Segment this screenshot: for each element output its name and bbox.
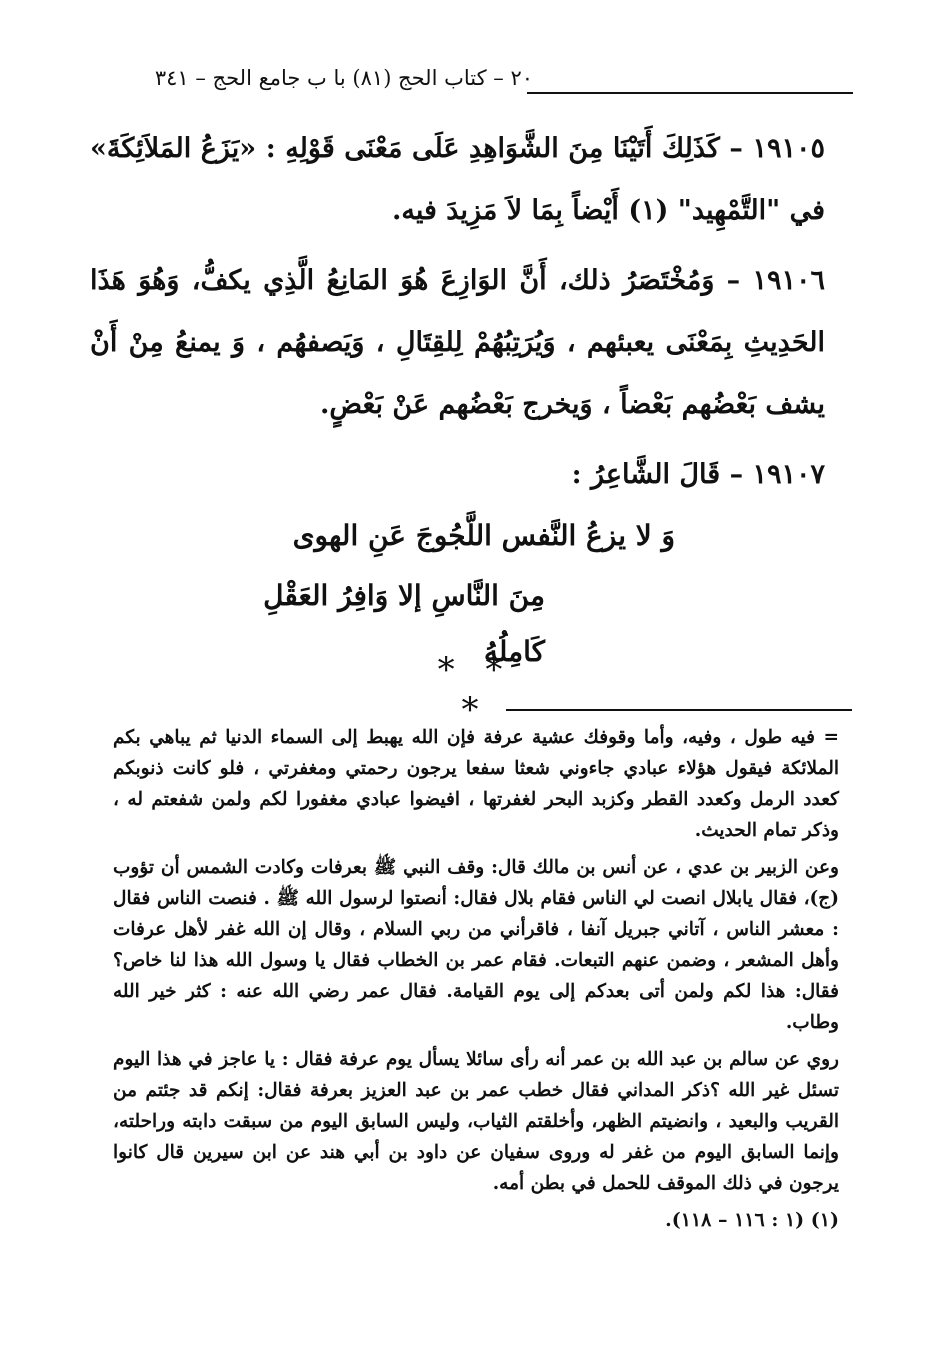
running-header: ٢٠ – كتاب الحج (٨١) با ب جامع الحج – ٣٤١ (154, 66, 533, 90)
paragraph-19107 (90, 444, 825, 506)
header-rule (527, 92, 853, 94)
footnote-anas-hadith: وعن الزبير بن عدي ، عن أنس بن مالك قال: وقف النبي ﷺ بعرفات وكادت الشمس أن تؤوب (ج)، فقال يابلال انصت لي الناس فقام بلال فقال: أنصتوا لرسول الله ﷺ . فنصت الناس فقال : معشر الناس ، آتاني جبريل آنفا ، فاقرأني من ربي السلام ، وقال إن الله غفر لأهل عرفات وأهل المشعر ، وضمن عنهم التبعات. فقام عمر بن الخطاب فقال يا وسول الله هذا لنا خاص؟ فقال: هذا لكم ولمن أتى بعدكم إلى يوم القيامة. فقال عمر رضي الله عنه : كثر خير الله وطاب. (113, 857, 839, 1033)
paragraph-19105 (90, 118, 825, 242)
footnote-reference: (١) (١ : ١١٦ – ١١٨). (665, 1209, 839, 1231)
paragraph-text: – قَالَ الشَّاعِرُ : (571, 459, 744, 490)
paragraph-text: – وَمُخْتَصَرُ ذلك، أَنَّ الوَازِعَ هُوَ المَانِعُ الَّذِي يكفُّ، وَهُوَ هَذَا الحَدِيثِ بِمَعْنَى يعبئهم ، وَيُرَتِبُهُمْ لِلقِتَالِ ، وَيَصفهُم ، وَ يمنعُ مِنْ أَنْ يشف بَعْضُهم بَعْضاً ، وَيخرج بَعْضُهم عَنْ بَعْضٍ. (90, 265, 825, 420)
footnote-rule (506, 709, 852, 711)
paragraph-number: ١٩١٠٦ (752, 265, 825, 296)
paragraph-number: ١٩١٠٧ (752, 459, 825, 490)
poem-verse-1: وَ لا يزعُ النَّفس اللَّجُوجَ عَنِ الهوى (292, 519, 675, 552)
footnote-continuation: = فيه طول ، وفيه، وأما وقوفك عشية عرفة فإن الله يهبط إلى السماء الدنيا ثم يباهي بكم الملائكة فيقول هؤلاء عبادي جاءوني شعثا سفعا يرجون رحمتي ومغفرتي ، فلو كانت ذنوبكم كعدد الرمل وكعدد القطر وكزبد البحر لغفرتها ، افيضوا عبادي مغفورا لكم ولمن شفعتم له ، وذكر تمام الحديث. (113, 727, 839, 841)
paragraph-text: – كَذَلِكَ أَتَيْنَا مِنَ الشَّوَاهِدِ عَلَى مَعْنَى قَوْلِهِ : «يَزَعُ المَلاَئِكَةَ» في "التَّمْهِيد" (١) أَيْضاً بِمَا لاَ مَزِيدَ فيه. (90, 133, 825, 226)
poem-verse-2: مِنَ النَّاسِ إلا وَافِرُ العَقْلِ كَامِلُهُ (263, 579, 545, 668)
paragraph-19106 (90, 250, 825, 436)
footnotes (113, 722, 839, 1236)
paragraph-number: ١٩١٠٥ (752, 133, 825, 164)
section-separator: * * * (437, 650, 513, 730)
main-text (90, 118, 825, 514)
footnote-salim-report: روي عن سالم بن عبد الله بن عمر أنه رأى سائلا يسأل يوم عرفة فقال : يا عاجز في هذا اليوم تسئل غير الله ؟ذكر المداني فقال خطب عمر بن عبد العزيز بعرفة فقال: إنكم قد جئتم من القريب والبعيد ، وانضيتم الظهر، وأخلقتم الثياب، وليس السابق اليوم من سبقت دابته وراحلته، وإنما السابق اليوم من غفر له وروى سفيان عن داود بن أبي هند عن ابن سيرين قال كانوا يرجون في ذلك الموقف للحمل في بطن أمه. (113, 1049, 839, 1194)
